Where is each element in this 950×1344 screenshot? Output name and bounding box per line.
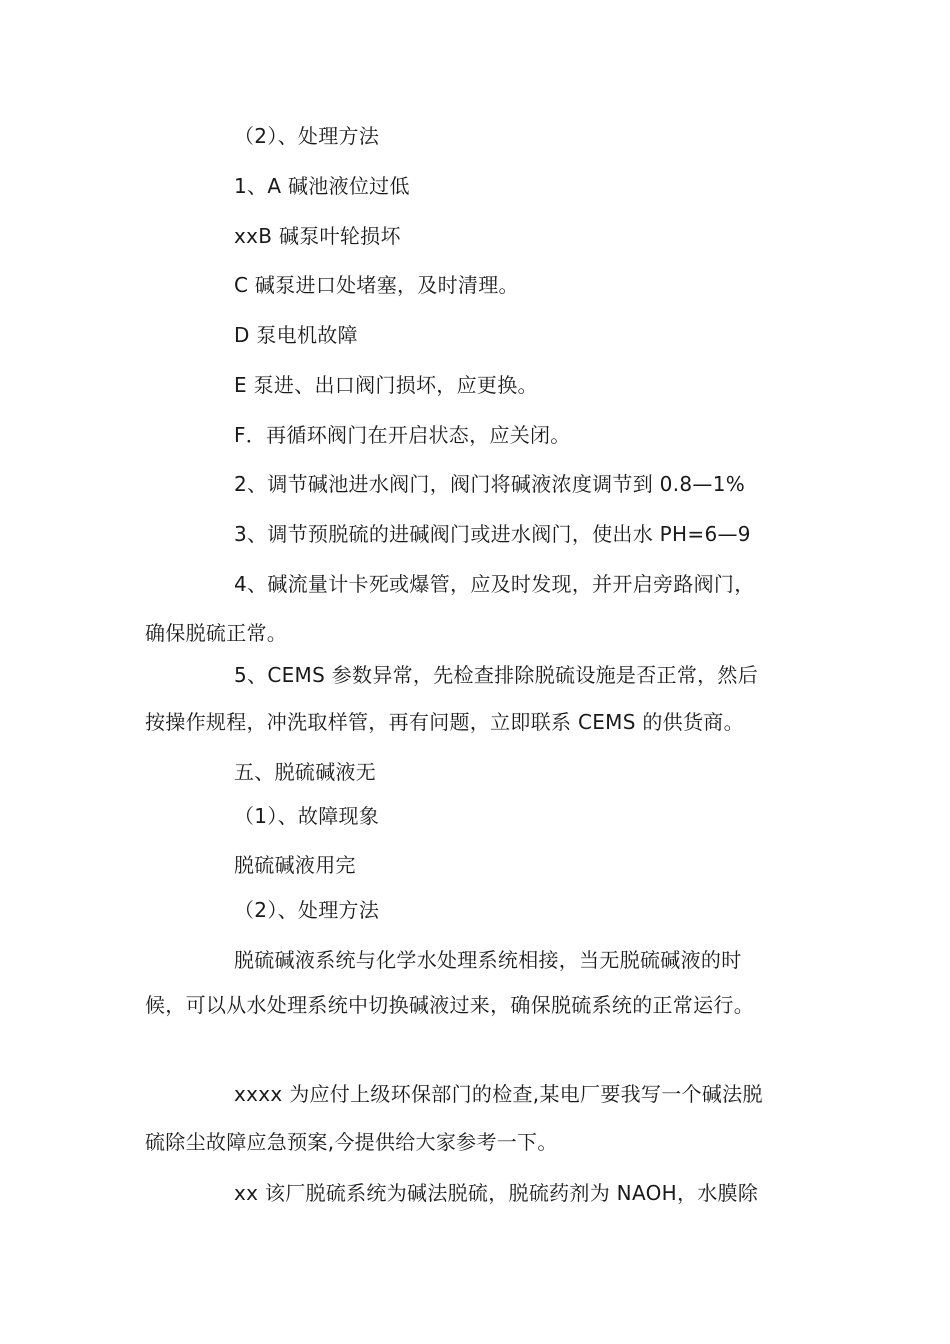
paragraph-line: xx 该厂脱硫系统为碱法脱硫，脱硫药剂为 NAOH，水膜除	[234, 1181, 759, 1205]
paragraph-line: 按操作规程，冲洗取样管，再有问题，立即联系 CEMS 的供货商。	[145, 710, 744, 734]
paragraph-line: F．再循环阀门在开启状态，应关闭。	[234, 423, 571, 447]
section-heading-fault: （1）、故障现象	[234, 804, 380, 828]
paragraph-line: E 泵进、出口阀门损坏，应更换。	[234, 373, 538, 397]
paragraph-line: xxB 碱泵叶轮损坏	[234, 224, 401, 248]
paragraph-line: 脱硫碱液系统与化学水处理系统相接，当无脱硫碱液的时	[234, 948, 742, 972]
paragraph-line: 4、碱流量计卡死或爆管，应及时发现，并开启旁路阀门，	[234, 572, 755, 596]
paragraph-line: D 泵电机故障	[234, 323, 358, 347]
paragraph-line: 2、调节碱池进水阀门，阀门将碱液浓度调节到 0.8—1%	[234, 472, 746, 496]
paragraph-line: 3、调节预脱硫的进碱阀门或进水阀门，使出水 PH=6—9	[234, 522, 751, 546]
paragraph-line: 1、A 碱池液位过低	[234, 174, 410, 198]
paragraph-line: 5、CEMS 参数异常，先检查排除脱硫设施是否正常，然后	[234, 663, 759, 687]
paragraph-line: 脱硫碱液用完	[234, 853, 356, 877]
paragraph-line: 候，可以从水处理系统中切换碱液过来，确保脱硫系统的正常运行。	[145, 993, 754, 1017]
paragraph-line: 硫除尘故障应急预案,今提供给大家参考一下。	[145, 1130, 558, 1154]
paragraph-line: 确保脱硫正常。	[145, 621, 288, 645]
paragraph-line: xxxx 为应付上级环保部门的检查,某电厂要我写一个碱法脱	[234, 1082, 763, 1106]
section-heading-treatment-2: （2）、处理方法	[234, 898, 380, 922]
paragraph-line: C 碱泵进口处堵塞，及时清理。	[234, 273, 519, 297]
section-heading-treatment: （2）、处理方法	[234, 124, 380, 148]
section-heading-five: 五、脱硫碱液无	[234, 760, 377, 784]
